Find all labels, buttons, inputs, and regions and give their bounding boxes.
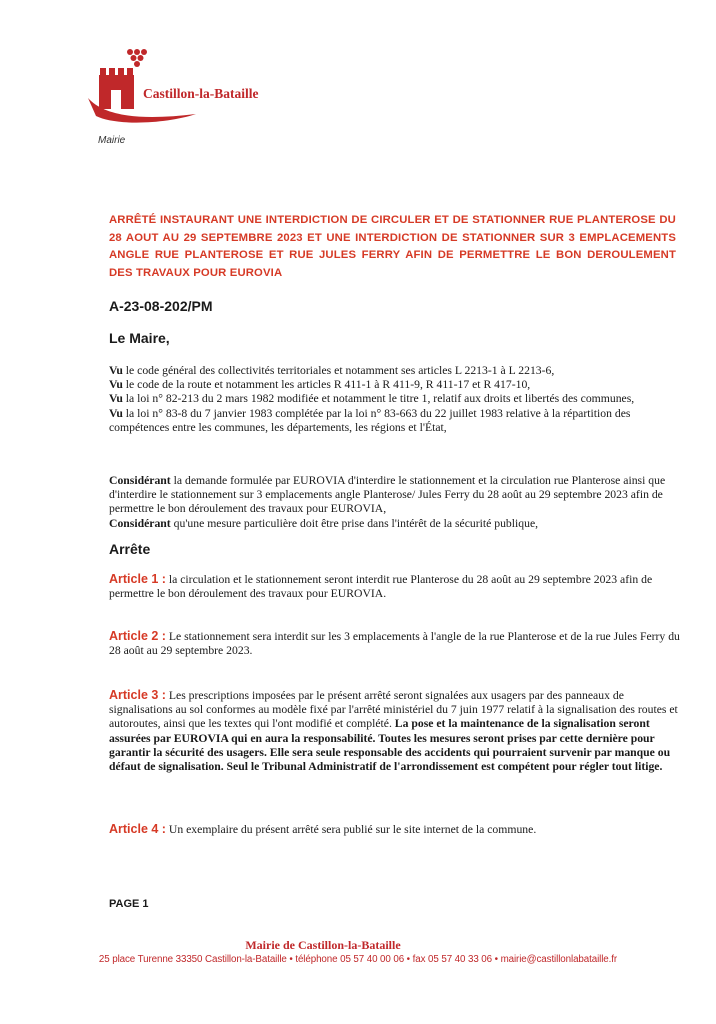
vu-line: Vu la loi n° 82-213 du 2 mars 1982 modifiée et notamment le titre 1, relatif aux droits et libertés des communes, <box>109 392 635 406</box>
vu-line: Vu le code de la route et notamment les articles R 411-1 à R 411-9, R 411-17 et R 417-10, <box>109 378 531 392</box>
article-label: Article 3 : <box>109 688 166 702</box>
article-1: Article 1 : la circulation et le stationnement seront interdit rue Planterose du 28 août au 29 septembre 2023 afin de permettre le bon déroulement des travaux pour EUROVIA. <box>109 572 653 601</box>
footer-name: Mairie de Castillon-la-Bataille <box>245 938 401 952</box>
vu-line: Vu le code général des collectivités territoriales et notamment ses articles L 2213-1 à L 2213-6, <box>109 364 555 377</box>
arrete-heading: Arrête <box>109 541 151 557</box>
document-title: ARRÊTÉ INSTAURANT UNE INTERDICTION DE CIRCULER ET DE STATIONNER RUE PLANTEROSE DU 28 AOUT AU 29 SEPTEMBRE 2023 ET UNE INTERDICTION DE STATIONNER SUR 3 EMPLACEMENTS ANGLE RUE PLANTEROSE ET RUE JULES FERRY AFIN DE PERMETTRE LE BON DEROULEMENT DES TRAVAUX POUR EUROVIA <box>109 214 676 279</box>
logo-subtitle: Mairie <box>98 135 126 146</box>
article-label: Article 4 : <box>109 822 166 836</box>
vu-section <box>109 364 681 435</box>
vu-line: Vu la loi n° 83-8 du 7 janvier 1983 complétée par la loi n° 83-663 du 22 juillet 1983 relative à la répartition des compétences entre les communes, les départements, les régions et l'État, <box>109 406 631 434</box>
footer-contact: 25 place Turenne 33350 Castillon-la-Bataille • téléphone 05 57 40 00 06 • fax 05 57 40 33 06 • mairie@castillonlabataille.fr <box>98 954 618 965</box>
article-3: Article 3 : Les prescriptions imposées par le présent arrêté seront signalées aux usagers par des panneaux de signalisations au sol conformes au modèle fixé par l'arrêté ministériel du 7 juin 1977 relatif à la signalisation des routes et autoroutes, ainsi que les textes qui l'ont modifié et complété. La pose et la maintenance de la signalisation seront assurées par EUROVIA qui en aura la responsabilité. Toutes les mesures seront prises par cette dernière pour garantir la sécurité des usagers. Elle sera seule responsable des accidents qui pourraient survenir par manque ou défaut de signalisation. Seul le Tribunal Administratif de l'arrondissement est compétent pour régler tout litige. <box>109 688 678 774</box>
article-2: Article 2 : Le stationnement sera interdit sur les 3 emplacements à l'angle de la rue Planterose et de la rue Jules Ferry du 28 août au 29 septembre 2023. <box>109 629 680 658</box>
article-label: Article 2 : <box>109 629 166 643</box>
considerant-line: Considérant qu'une mesure particulière doit être prise dans l'intérêt de la sécurité publique, <box>109 516 539 530</box>
logo-town-name: Castillon-la-Bataille <box>143 86 259 101</box>
mayor-heading: Le Maire, <box>109 330 170 346</box>
article-label: Article 1 : <box>109 572 166 586</box>
article-4: Article 4 : Un exemplaire du présent arrêté sera publié sur le site internet de la commune. <box>109 822 537 836</box>
page-number: PAGE 1 <box>109 898 149 910</box>
reference-number: A-23-08-202/PM <box>109 298 213 314</box>
considerant-section <box>109 474 681 531</box>
considerant-line: Considérant la demande formulée par EUROVIA d'interdire le stationnement et la circulation rue Planterose ainsi que d'interdire le stationnement sur 3 emplacements angle Planterose/ Jules Ferry du 28 août au 29 septembre 2023 afin de permettre le bon déroulement des travaux pour EUROVIA, <box>109 474 666 516</box>
